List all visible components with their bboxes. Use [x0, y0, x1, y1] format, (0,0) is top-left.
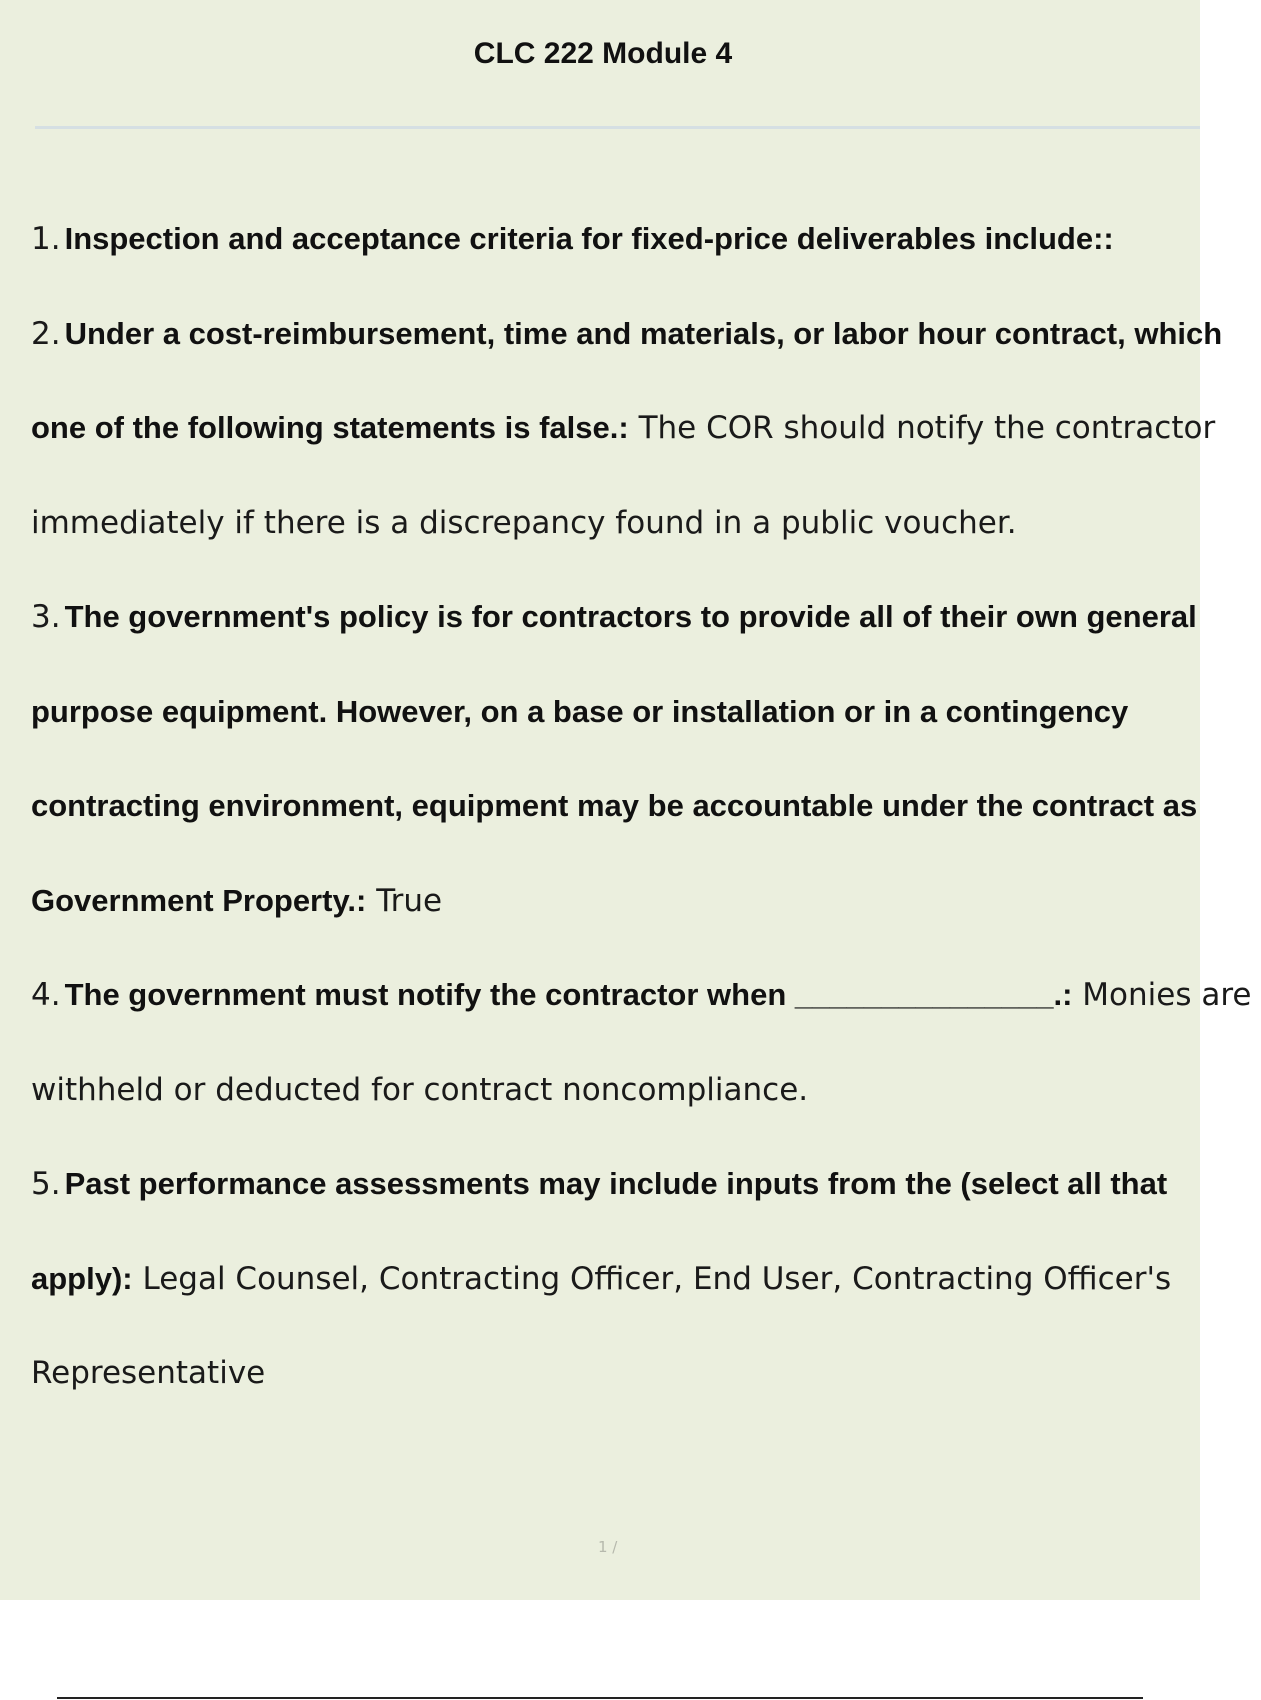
question-item-2: [31, 287, 1261, 571]
page-number: 1 /: [598, 1538, 618, 1556]
question-number: 2.: [31, 315, 61, 352]
answer-text: True: [376, 882, 443, 919]
document-title: CLC 222 Module 4: [473, 37, 733, 70]
question-item-5: [31, 1137, 1261, 1421]
question-text: Past performance assessments may include inputs from the (select all that apply):: [31, 1166, 1168, 1296]
title-divider: [35, 126, 1200, 129]
question-list: [31, 192, 1261, 1421]
question-text: The government's policy is for contractors to provide all of their own general purpose equipment. However, on a base or installation or in a contingency contracting environment, equipment may be accountable under the contract as Government Property.:: [31, 599, 1198, 918]
answer-text: The COR should notify the contractor immediately if there is a discrepancy found in a public voucher.: [31, 410, 1216, 541]
answer-text: Monies are withheld or deducted for contract noncompliance.: [31, 977, 1252, 1108]
question-item-1: [31, 192, 1261, 287]
question-item-3: [31, 570, 1261, 948]
answer-text: Legal Counsel, Contracting Officer, End User, Contracting Officer's Representative: [31, 1260, 1172, 1391]
question-number: 1.: [31, 221, 61, 257]
question-text: The government must notify the contractor when _______________.:: [64, 977, 1073, 1012]
question-text: Under a cost-reimbursement, time and materials, or labor hour contract, which one of the following statements is false.:: [31, 315, 1223, 445]
question-text: Inspection and acceptance criteria for fixed-price deliverables include::: [64, 221, 1114, 256]
question-number: 3.: [31, 599, 61, 635]
question-number: 4.: [31, 977, 61, 1013]
page-bottom-divider: [57, 1697, 1143, 1699]
question-item-4: [31, 948, 1261, 1137]
question-number: 5.: [31, 1166, 61, 1202]
